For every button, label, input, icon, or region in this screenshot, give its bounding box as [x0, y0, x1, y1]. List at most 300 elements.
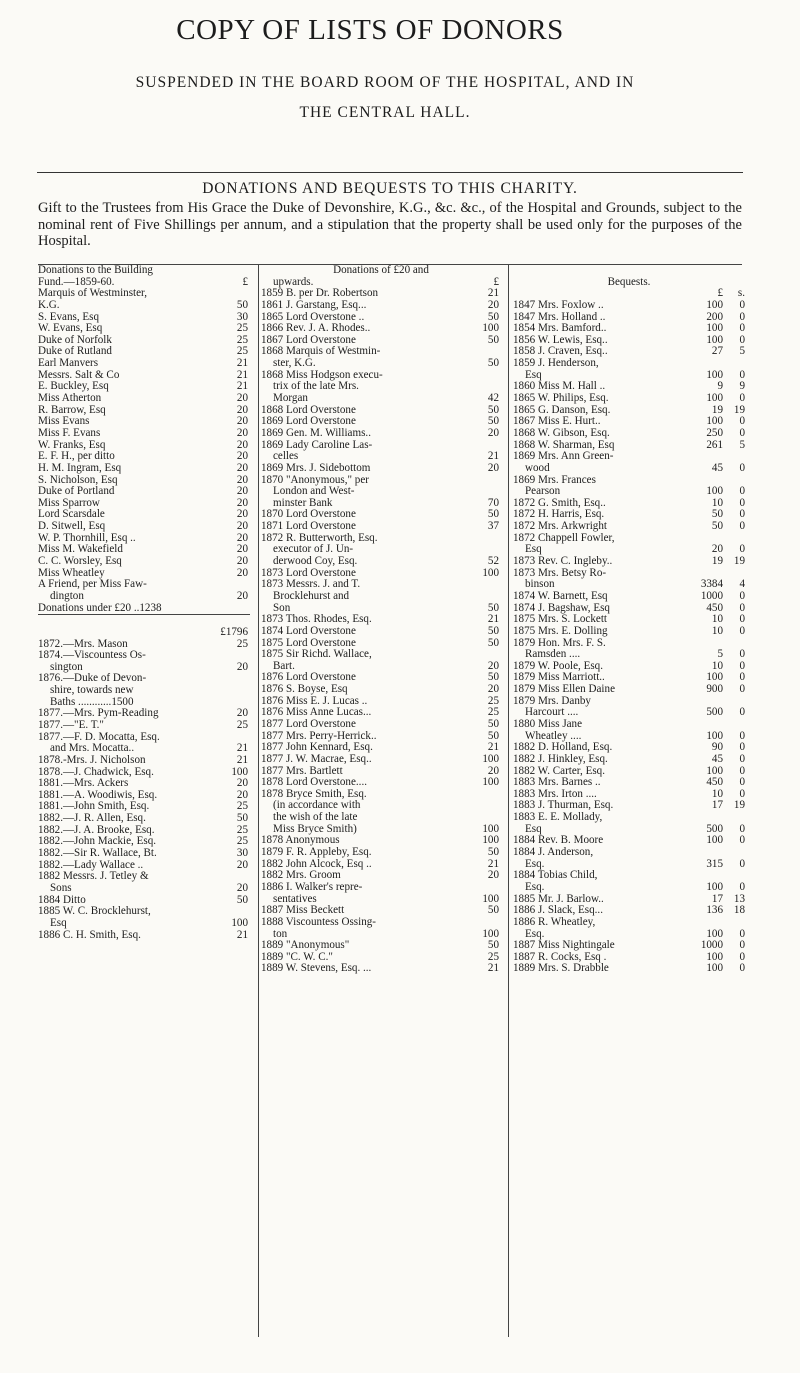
entry-text: 1885 W. C. Brocklehurst,: [38, 906, 151, 918]
list-item: [261, 614, 501, 626]
entry-amount: 200: [706, 311, 723, 323]
list-item: [261, 940, 501, 952]
entry-amount: 50: [487, 730, 499, 742]
entry-text: Bart.: [273, 660, 295, 672]
entry-amount: 100: [706, 369, 723, 381]
entry-text: H. M. Ingram, Esq: [38, 462, 122, 474]
entry-text: 1883 J. Thurman, Esq.: [513, 800, 614, 812]
list-item: [38, 312, 250, 324]
entry-amount: 25: [487, 707, 499, 719]
list-item: [38, 627, 250, 639]
entry-amount: 50: [487, 940, 499, 952]
list-item: [38, 650, 250, 662]
entry-amount: 20: [236, 532, 248, 544]
list-item: [261, 672, 501, 684]
entry-text: Duke of Norfolk: [38, 334, 112, 346]
list-item: [261, 812, 501, 824]
entry-amount: 100: [482, 893, 499, 905]
entry-text: 1889 Mrs. S. Drabble: [513, 963, 609, 975]
list-item: [261, 894, 501, 906]
entry-text: ster, K.G.: [273, 358, 316, 370]
list-item: [261, 859, 501, 871]
entry-text: 1872.—Mrs. Mason: [38, 638, 128, 650]
entry-amount: £1796: [220, 626, 248, 638]
entry-amount: 20: [236, 497, 248, 509]
entry-text: 1888 Viscountess Ossing-: [261, 916, 376, 928]
entry-amount: 25: [236, 836, 248, 848]
entry-text: 1869 Lady Caroline Las-: [261, 439, 373, 451]
entry-text: 1859 J. Henderson,: [513, 358, 599, 370]
entry-text: 1878.-Mrs. J. Nicholson: [38, 754, 146, 766]
entry-text: the wish of the late: [273, 812, 358, 824]
entry-text: Miss Bryce Smith): [273, 823, 357, 835]
list-item: [261, 335, 501, 347]
entry-text: 1877 Mrs. Bartlett: [261, 765, 343, 777]
entry-text: 1866 Rev. J. A. Rhodes..: [261, 323, 371, 335]
entry-amount: 21: [236, 929, 248, 941]
entry-amount: 450: [706, 777, 723, 789]
entry-shillings: 9: [739, 381, 745, 393]
list-item: [513, 789, 745, 801]
entry-text: 1868 W. Sharman, Esq: [513, 439, 615, 451]
entry-text: 1879 Miss Marriott..: [513, 672, 605, 684]
entry-amount: 10: [711, 614, 723, 626]
entry-shillings: 0: [739, 684, 745, 696]
entry-amount: 100: [706, 835, 723, 847]
entry-shillings: 0: [739, 788, 745, 800]
entry-amount: [248, 288, 250, 300]
list-item: [261, 929, 501, 941]
entry-amount: [691, 870, 725, 882]
entry-text: [513, 265, 691, 277]
list-item: [261, 277, 501, 289]
list-item: [513, 894, 745, 906]
entry-text: 1875 Mrs. E. Dolling: [513, 625, 608, 637]
entry-text: 1858 J. Craven, Esq..: [513, 346, 608, 358]
entry-text: S. Nicholson, Esq: [38, 474, 118, 486]
list-item: [513, 509, 745, 521]
list-item: [38, 358, 250, 370]
entry-amount: 20: [487, 765, 499, 777]
entry-text: Son: [273, 602, 291, 614]
entry-amount: 100: [706, 928, 723, 940]
entry-text: W. P. Thornhill, Esq ..: [38, 532, 136, 544]
list-item: [38, 556, 250, 568]
entry-text: 1886 I. Walker's repre-: [261, 881, 363, 893]
entry-amount: [691, 568, 725, 580]
entry-text: W. Evans, Esq: [38, 323, 103, 335]
list-item: [38, 451, 250, 463]
entry-text: 1881.—Mrs. Ackers: [38, 778, 129, 790]
list-item: [261, 649, 501, 661]
entry-amount: 50: [236, 813, 248, 825]
entry-text: 1868 Miss Hodgson execu-: [261, 369, 383, 381]
entry-text: 1874 J. Bagshaw, Esq: [513, 602, 610, 614]
entry-text: 1875 Sir Richd. Wallace,: [261, 649, 372, 661]
list-item: [38, 614, 250, 627]
entry-amount: 5: [717, 649, 723, 661]
entry-amount: [499, 812, 501, 824]
entry-text: 1872 Mrs. Arkwright: [513, 521, 607, 533]
list-item: [513, 370, 745, 382]
entry-amount: [248, 871, 250, 883]
list-item: [38, 405, 250, 417]
list-item: [261, 882, 501, 894]
list-item: [513, 824, 745, 836]
list-item: [513, 381, 745, 393]
entry-amount: 45: [711, 753, 723, 765]
list-item: [261, 824, 501, 836]
entry-amount: [691, 265, 725, 277]
entry-amount: 30: [236, 848, 248, 860]
entry-amount: 261: [706, 439, 723, 451]
entry-text: wood: [525, 462, 550, 474]
entry-text: shire, towards new: [50, 685, 134, 697]
list-item: [38, 767, 250, 779]
list-item: [513, 579, 745, 591]
entry-amount: [691, 358, 725, 370]
list-item: [38, 568, 250, 580]
entry-text: Esq.: [525, 858, 545, 870]
entry-text: Esq.: [525, 928, 545, 940]
entry-text: 1870 Lord Overstone: [261, 509, 356, 521]
entry-amount: 50: [487, 334, 499, 346]
entry-amount: 450: [706, 602, 723, 614]
list-item: [38, 836, 250, 848]
list-item: [513, 766, 745, 778]
list-item: [513, 672, 745, 684]
entry-text: E. F. H., per ditto: [38, 451, 115, 463]
section-heading: DONATIONS AND BEQUESTS TO THIS CHARITY.: [202, 180, 578, 197]
entry-amount: [248, 615, 250, 627]
entry-text: Bequests.: [607, 276, 651, 288]
entry-shillings: 0: [739, 672, 745, 684]
entry-amount: 20: [236, 462, 248, 474]
list-item: [513, 614, 745, 626]
entry-amount: [248, 906, 250, 918]
list-item: [513, 940, 745, 952]
list-item: [38, 732, 250, 744]
entry-text: [38, 615, 248, 627]
list-item: [261, 963, 501, 975]
entry-amount: [499, 591, 501, 603]
entry-amount: [248, 673, 250, 685]
entry-text: 1871 Lord Overstone: [261, 521, 356, 533]
entry-text: 1867 Lord Overstone: [261, 334, 356, 346]
entry-text: 1878 Lord Overstone....: [261, 777, 367, 789]
entry-text: 1882 W. Carter, Esq.: [513, 765, 605, 777]
entry-amount: 100: [706, 963, 723, 975]
entry-text: Esq: [525, 369, 542, 381]
entry-text: London and West-: [273, 486, 355, 498]
entry-text: Miss Evans: [38, 416, 90, 428]
list-item: [38, 381, 250, 393]
entry-amount: [499, 882, 501, 894]
entry-amount: 50: [487, 416, 499, 428]
entry-amount: 19: [711, 556, 723, 568]
list-item: [38, 801, 250, 813]
entry-amount: [691, 638, 725, 650]
list-item: [513, 696, 745, 708]
list-item: [513, 847, 745, 859]
list-item: [261, 789, 501, 801]
entry-shillings: 0: [739, 544, 745, 556]
entry-amount: 19: [711, 404, 723, 416]
entry-amount: [499, 579, 501, 591]
list-item: [261, 346, 501, 358]
list-item: [38, 346, 250, 358]
list-item: [513, 521, 745, 533]
entry-amount: 52: [487, 556, 499, 568]
entry-text: 1876 S. Boyse, Esq: [261, 684, 348, 696]
list-item: [261, 405, 501, 417]
list-item: [261, 905, 501, 917]
entry-text: 1847 Mrs. Foxlow ..: [513, 299, 604, 311]
list-item: [38, 498, 250, 510]
entry-text: 1883 Mrs. Barnes ..: [513, 777, 601, 789]
entry-amount: 50: [711, 509, 723, 521]
entry-text: Sons: [50, 882, 72, 894]
entry-text: 1869 Gen. M. Williams..: [261, 427, 371, 439]
entry-shillings: 5: [739, 346, 745, 358]
entry-text: 1873 Messrs. J. and T.: [261, 579, 361, 591]
list-item: [513, 300, 745, 312]
entry-text: 1889 "C. W. C.": [261, 951, 333, 963]
entry-text: Esq.: [525, 881, 545, 893]
entry-shillings: 18: [733, 905, 745, 917]
entry-text: Duke of Portland: [38, 486, 115, 498]
list-item: [261, 265, 501, 277]
entry-text: Earl Manvers: [38, 358, 99, 370]
entry-amount: 21: [236, 381, 248, 393]
entry-text: 1885 Mr. J. Barlow..: [513, 893, 604, 905]
entry-text: 1886 J. Slack, Esq...: [513, 905, 603, 917]
entry-shillings: 19: [733, 404, 745, 416]
entry-amount: 100: [706, 486, 723, 498]
entry-amount: 250: [706, 427, 723, 439]
entry-amount: [499, 649, 501, 661]
entry-text: Miss M. Wakefield: [38, 544, 123, 556]
entry-amount: 900: [706, 684, 723, 696]
entry-shillings: 0: [739, 823, 745, 835]
entry-shillings: 0: [739, 940, 745, 952]
list-item: [38, 288, 250, 300]
list-item: [261, 556, 501, 568]
entry-text: Morgan: [273, 393, 308, 405]
entry-amount: 20: [236, 778, 248, 790]
entry-text: 1877 John Kennard, Esq.: [261, 742, 373, 754]
entry-text: Lord Scarsdale: [38, 509, 105, 521]
entry-shillings: 0: [739, 369, 745, 381]
list-item: [513, 393, 745, 405]
entry-text: [38, 627, 220, 639]
entry-text: 1865 G. Danson, Esq.: [513, 404, 611, 416]
entry-text: 1887 Miss Nightingale: [513, 940, 615, 952]
list-item: [38, 906, 250, 918]
entry-text: 1882.—Lady Wallace ..: [38, 859, 144, 871]
entry-amount: 100: [706, 334, 723, 346]
entry-amount: £: [717, 288, 723, 300]
entry-shillings: [725, 696, 745, 708]
entry-amount: 20: [487, 660, 499, 672]
entry-text: executor of J. Un-: [273, 544, 354, 556]
list-item: [261, 696, 501, 708]
entry-amount: 25: [487, 695, 499, 707]
list-item: [38, 673, 250, 685]
list-item: [513, 707, 745, 719]
entry-amount: [691, 451, 725, 463]
entry-amount: 25: [236, 334, 248, 346]
entry-text: 1879 F. R. Appleby, Esq.: [261, 847, 372, 859]
entry-amount: 1000: [700, 590, 723, 602]
entry-amount: 70: [487, 497, 499, 509]
entry-text: 1875 Mrs. S. Lockett: [513, 614, 607, 626]
list-item: [38, 778, 250, 790]
list-item: [513, 475, 745, 487]
entry-amount: 25: [236, 801, 248, 813]
entry-shillings: 0: [739, 765, 745, 777]
list-item: [261, 370, 501, 382]
entry-shillings: [725, 638, 745, 650]
entry-shillings: [725, 917, 745, 929]
list-item: [261, 486, 501, 498]
entry-text: W. Franks, Esq: [38, 439, 106, 451]
entry-text: Miss Wheatley: [38, 567, 105, 579]
subtitle-line-2: THE CENTRAL HALL.: [299, 104, 471, 121]
entry-amount: 3384: [700, 579, 723, 591]
entry-text: Wheatley ....: [525, 730, 582, 742]
entry-amount: 21: [236, 369, 248, 381]
list-item: [38, 883, 250, 895]
entry-amount: 37: [487, 521, 499, 533]
entry-amount: 20: [487, 462, 499, 474]
entry-amount: [499, 544, 501, 556]
entry-text: 1868 Marquis of Westmin-: [261, 346, 381, 358]
entry-text: 1883 Mrs. Irton ....: [513, 788, 597, 800]
entry-amount: 20: [487, 299, 499, 311]
entry-text: Esq: [525, 823, 542, 835]
entry-text: 1887 Miss Beckett: [261, 905, 345, 917]
entry-text: binson: [525, 579, 555, 591]
list-item: [38, 918, 250, 930]
entry-text: 1873 Rev. C. Ingleby..: [513, 556, 613, 568]
list-item: [513, 265, 745, 277]
entry-text: Miss Sparrow: [38, 497, 100, 509]
entry-text: 1875 Lord Overstone: [261, 637, 356, 649]
entry-amount: 21: [236, 743, 248, 755]
entry-shillings: 0: [739, 462, 745, 474]
entry-text: 1886 C. H. Smith, Esq.: [38, 929, 141, 941]
entry-text: Donations of £20 and: [333, 265, 429, 276]
entry-amount: 30: [236, 311, 248, 323]
list-item: [261, 358, 501, 370]
entry-text: Marquis of Westminster,: [38, 288, 148, 300]
entry-shillings: 5: [739, 439, 745, 451]
entry-text: 1872 R. Butterworth, Esq.: [261, 532, 378, 544]
list-item: [261, 509, 501, 521]
list-item: [38, 486, 250, 498]
entry-amount: 21: [236, 358, 248, 370]
entry-text: K.G.: [38, 299, 60, 311]
list-item: [38, 393, 250, 405]
entry-amount: 100: [706, 951, 723, 963]
entry-amount: 20: [236, 859, 248, 871]
list-item: [261, 638, 501, 650]
list-item: [513, 638, 745, 650]
entry-amount: [248, 685, 250, 697]
list-item: [513, 649, 745, 661]
entry-text: 1881.—A. Woodiwis, Esq.: [38, 789, 158, 801]
entry-text: Donations to the Building: [38, 265, 153, 276]
entry-amount: 100: [231, 917, 248, 929]
entry-text: 1865 W. Philips, Esq.: [513, 393, 609, 405]
entry-text: Fund.—1859-60.: [38, 276, 115, 288]
entry-amount: 20: [236, 590, 248, 602]
entry-amount: 21: [487, 963, 499, 975]
entry-amount: [691, 812, 725, 824]
entry-amount: [499, 533, 501, 545]
entry-text: minster Bank: [273, 497, 333, 509]
entry-shillings: 19: [733, 800, 745, 812]
list-item: [513, 719, 745, 731]
subtitle-line-1: SUSPENDED IN THE BOARD ROOM OF THE HOSPITAL, AND IN: [135, 74, 635, 91]
entry-amount: 27: [711, 346, 723, 358]
entry-amount: 20: [236, 789, 248, 801]
list-item: [261, 475, 501, 487]
list-item: [261, 870, 501, 882]
list-item: [38, 871, 250, 883]
entry-shillings: 0: [739, 497, 745, 509]
list-item: [261, 591, 501, 603]
entry-text: 1884 Rev. B. Moore: [513, 835, 604, 847]
entry-amount: 25: [236, 719, 248, 731]
list-item: [38, 370, 250, 382]
list-item: [38, 428, 250, 440]
list-item: [261, 707, 501, 719]
list-item: [38, 662, 250, 674]
list-item: [38, 720, 250, 732]
entry-amount: 25: [236, 346, 248, 358]
entry-amount: 20: [236, 404, 248, 416]
entry-amount: 20: [236, 451, 248, 463]
entry-shillings: 0: [739, 416, 745, 428]
entry-text: 1873 Mrs. Betsy Ro-: [513, 567, 607, 579]
list-item: [513, 870, 745, 882]
donors-table: [38, 264, 745, 1337]
list-item: [513, 742, 745, 754]
list-item: [38, 544, 250, 556]
list-item: [261, 323, 501, 335]
list-item: [38, 323, 250, 335]
list-item: [38, 277, 250, 289]
list-item: [513, 603, 745, 615]
list-item: [513, 917, 745, 929]
entry-text: and Mrs. Mocatta..: [50, 743, 135, 755]
list-item: [513, 929, 745, 941]
entry-amount: 136: [706, 905, 723, 917]
entry-amount: 20: [236, 708, 248, 720]
entry-text: 1879 Miss Ellen Daine: [513, 684, 615, 696]
entry-shillings: 0: [739, 928, 745, 940]
entry-amount: 100: [482, 777, 499, 789]
entry-text: 1877.—Mrs. Pym-Reading: [38, 708, 159, 720]
entry-text: R. Barrow, Esq: [38, 404, 106, 416]
entry-amount: [691, 475, 725, 487]
entry-amount: 100: [706, 881, 723, 893]
entry-text: 1859 B. per Dr. Robertson: [261, 288, 379, 300]
entry-amount: 21: [487, 451, 499, 463]
entry-amount: 100: [706, 323, 723, 335]
